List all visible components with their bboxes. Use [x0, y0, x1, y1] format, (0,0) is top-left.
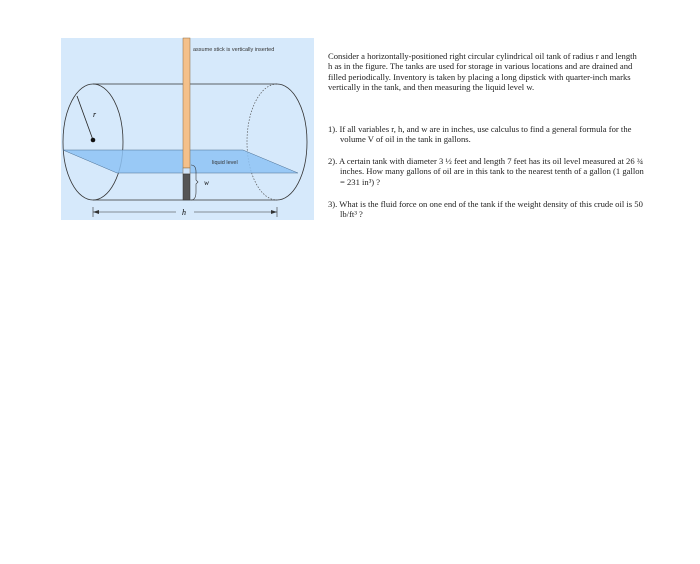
liquid-level-label: liquid level — [212, 160, 238, 166]
center-point — [91, 138, 96, 143]
length-label: h — [182, 208, 186, 217]
dipstick — [183, 38, 190, 168]
radius-label: r — [93, 110, 97, 119]
dipstick-wet-mark — [183, 174, 190, 200]
oil-tank-figure — [0, 0, 330, 240]
dipstick-wet-upper — [183, 168, 190, 174]
intro-paragraph: Consider a horizontally-positioned right circular cylindrical oil tank of radius r and length h as in the figure. The tanks are used for storage in various locations and are drained and filled periodically. Inventory is taken by placing a long dipstick with quarter-inch marks vertically in the tank, and then measuring the liquid level w. — [328, 51, 637, 93]
level-label: w — [204, 178, 210, 187]
question-1: 1). If all variables r, h, and w are in inches, use calculus to find a general formula for the volume V of oil in the tank in gallons. — [328, 124, 632, 145]
question-3: 3). What is the fluid force on one end of the tank if the weight density of this crude oil is 50 lb/ft³ ? — [328, 199, 643, 220]
stick-note: assume stick is vertically inserted — [193, 47, 275, 53]
question-2: 2). A certain tank with diameter 3 ½ feet and length 7 feet has its oil level measured at 26 ¾ inches. How many gallons of oil are in this tank to the nearest tenth of a gallon (1 gallon = 231 in³) ? — [328, 156, 644, 187]
